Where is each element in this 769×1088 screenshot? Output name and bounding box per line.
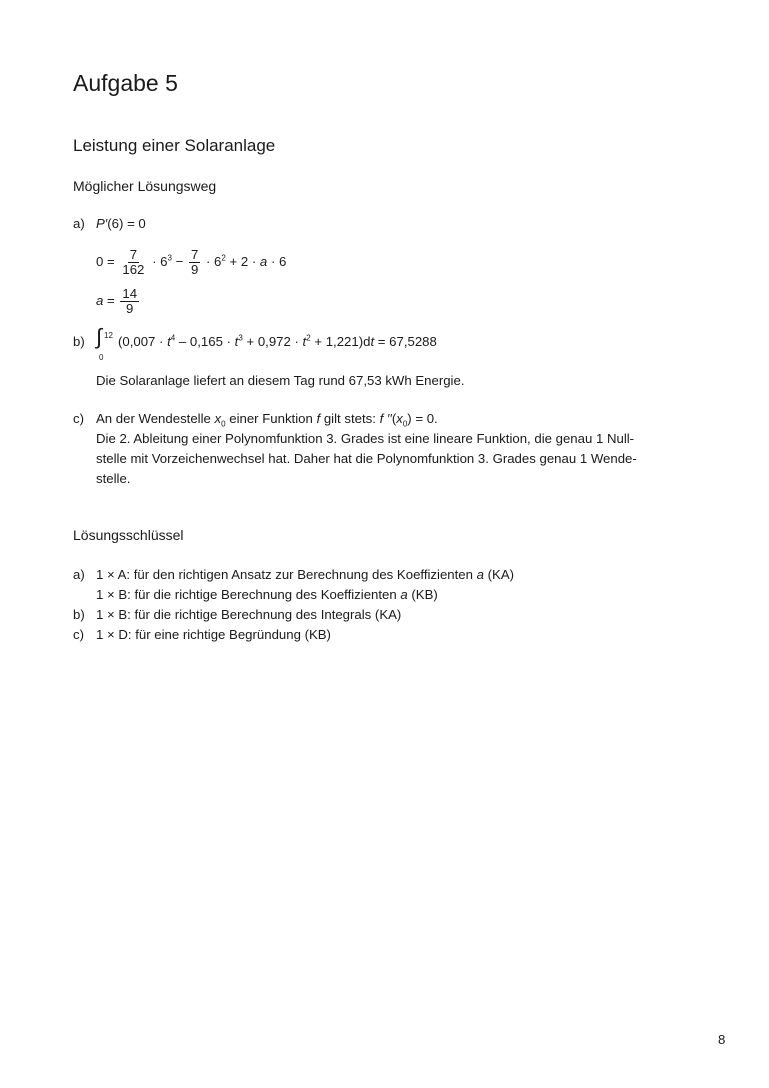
part-c-line-1: An der Wendestelle $x_0$ einer Funktion f gilt stets: f $''(x_0) = 0$. [96,411,438,429]
part-a-equation-1: P′(6) = 0 [96,216,146,231]
solution-key-list [73,565,713,645]
section-heading-solution: Möglicher Lösungsweg [73,178,217,194]
part-c-line-3: stelle mit Vorzeichenwechsel hat. Daher hat die Polynomfunktion 3. Grades genau 1 Wende- [96,451,637,466]
part-c-line-4: stelle. [96,471,131,486]
integral-sign-icon: ∫ 12 0 [96,323,113,362]
list-item: 1 × B: für die richtige Berechnung des Koeffizienten a (KB) [96,587,438,602]
part-a-equation-3: a = $\frac{14}{9}$ [96,286,138,316]
section-heading-key: Lösungsschlüssel [73,527,184,543]
page-number: 8 [718,1032,726,1047]
list-item: a) 1 × A: für den richtigen Ansatz zur Berechnung des Koeffizienten a (KA) [73,567,515,582]
part-b-integral: ∫ 12 0 $(0,007 \cdot t^4 - 0,165 \cdot t^3 + 0,972 \cdot t^2 + 1,221)dt = 67,5288$ [96,323,437,362]
page-title: Aufgabe 5 [73,70,178,96]
part-c-label: c) [73,411,84,426]
part-a-label: a) [73,216,85,231]
part-a-equation-2: 0 = $\frac{7}{162}$ · $6^3$ − $\frac{7}{9}$ · $6^2 + 2 \cdot a \cdot 6$ [96,247,287,277]
part-b-answer: Die Solaranlage liefert an diesem Tag rund 67,53 kWh Energie. [96,373,465,388]
part-c-text [96,409,706,489]
list-item: b) 1 × B: für die richtige Berechnung des Integrals (KA) [73,607,402,622]
list-item: c) 1 × D: für eine richtige Begründung (KB) [73,627,331,642]
page-subtitle: Leistung einer Solaranlage [73,136,276,155]
part-b-label: b) [73,334,85,349]
part-c-line-2: Die 2. Ableitung einer Polynomfunktion 3. Grades ist eine lineare Funktion, die genau 1 Null- [96,431,635,446]
